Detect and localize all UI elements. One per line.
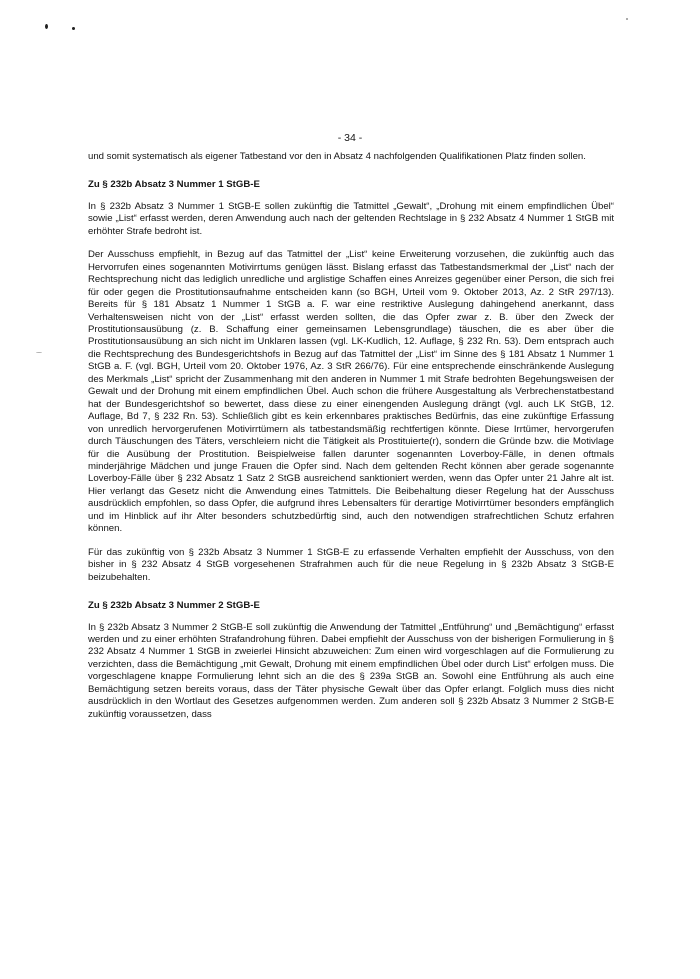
scan-speck (45, 24, 48, 29)
paragraph: und somit systematisch als eigener Tatbestand vor den in Absatz 4 nachfolgenden Qualifikationen Platz finden sollen. (88, 151, 586, 162)
scan-speck (72, 27, 75, 30)
paragraph: Der Ausschuss empfiehlt, in Bezug auf das Tatmittel der „List“ keine Erweiterung vorzusehen, die zukünftig auch das Hervorrufen eines sogenannten Motivirrtums genügen lässt. Bislang erfasst das Tatbestandsmerkmal der „List“ nach der Rechtsprechung nicht das lediglich unredliche und arglistige Schaffen eines Anreizes gegenüber einer Person, die sich frei für oder gegen die Prostitutionsaufnahme entscheiden kann (so BGH, Urteil vom 9. Oktober 2013, Az. 2 StR 297/13). Bereits für § 181 Absatz 1 Nummer 1 StGB a. F. war eine restriktive Auslegung dahingehend anerkannt, dass Verhaltensweisen nicht von der „List“ erfasst werden sollten, die das Opfer zwar z. B. über den Zweck der Prostitutionsausübung (z. B. Schaffung einer gemeinsamen Lebensgrundlage) täuschen, die es aber über die Prostitutionsausübung an sich nicht im Unklaren lassen (vgl. LK-Kudlich, 12. Auflage, § 232 Rn. 53). Dem entsprach auch die Rechtsprechung des Bundesgerichtshofs in Bezug auf das Tatmittel der „List“ im Sinne des § 181 Absatz 1 Nummer 1 StGB a. F. (vgl. BGH, Urteil vom 20. Oktober 1976, Az. 3 StR 266/76). Für eine entsprechende einschränkende Auslegung des Merkmals „List“ spricht der Zusammenhang mit den anderen in Nummer 1 mit Strafe bedrohten Begehungsweisen der Gewalt und der Drohung mit einem empfindlichen Übel. Auch schon die frühere Ausgestaltung als Verbrechenstatbestand hat der Bundesgerichtshof so bewertet, dass diese zu einer einengenden Auslegung drängt (vgl. auch LK StGB, 12. Auflage, Bd 7, § 232 Rn. 53). Schließlich gibt es kein erkennbares praktisches Bedürfnis, das eine zukünftige Erfassung von unredlich hervorgerufenen Motivirrtümern als tatbestandsmäßig rechtfertigen könnte. Diese Irrtümer, hervorgerufen durch Täuschungen des Täters, verschleiern nicht die Tätigkeit als Prostituierte(r), sondern die Gründe bzw. die Motivlage für die Ausübung der Prostitution. Beispielweise fallen darunter sogenannten Loverboy-Fälle, in denen oftmals minderjährige Mädchen und junge Frauen die Opfer sind. Nach dem geltenden Recht können aber gerade sogenannte Loverboy-Fälle über § 232 Absatz 1 Satz 2 StGB ausreichend sanktioniert werden, wenn das Opfer unter 21 Jahre alt ist. Hier verlangt das Gesetz nicht die Anwendung eines Tatmittels. Die Beibehaltung dieser Regelung hat der Ausschuss ausdrücklich empfohlen, so dass Opfer, die aufgrund ihres Lebensalters für derartige Motivirrtümer besonders empfänglich und im Hinblick auf ihr Alter besonders schutzbedürftig sind, auch den notwendigen strafrechtlichen Schutz erfahren können. (88, 249, 614, 535)
section-heading: Zu § 232b Absatz 3 Nummer 2 StGB-E (88, 600, 260, 612)
paragraph: In § 232b Absatz 3 Nummer 2 StGB-E soll zukünftig die Anwendung der Tatmittel „Entführung“ und „Bemächtigung“ erfasst werden und zu einer erhöhten Strafandrohung führen. Dabei empfiehlt der Ausschuss von der bisherigen Formulierung in § 232 Absatz 4 Nummer 1 StGB in zweierlei Hinsicht abzuweichen: Zum einen wird vorgeschlagen auf die Formulierung zu verzichten, dass die Bemächtigung „mit Gewalt, Drohung mit einem empfindlichen Übel oder durch List“ erfolgen muss. Die vorgeschlagene knappe Formulierung lehnt sich an die des § 239a StGB an. Sowohl eine Entführung als auch eine Bemächtigung setzen bereits voraus, dass der Täter physische Gewalt über das Opfer erlangt. Folglich muss dies nicht ausdrücklich in den Wortlaut des Gesetzes aufgenommen werden. Zum anderen soll § 232b Absatz 3 Nummer 2 StGB-E zukünftig voraussetzen, dass (88, 621, 614, 720)
section-heading: Zu § 232b Absatz 3 Nummer 1 StGB-E (88, 179, 260, 191)
document-body (88, 151, 614, 732)
paragraph: In § 232b Absatz 3 Nummer 1 StGB-E sollen zukünftig die Tatmittel „Gewalt“, „Drohung mit einem empfindlichen Übel“ sowie „List“ erfasst werden, deren Anwendung auch nach der geltenden Rechtslage in § 232 Absatz 4 Nummer 1 StGB mit erhöhter Strafe bedroht ist. (88, 200, 614, 237)
scan-speck (36, 352, 42, 353)
scan-speck (626, 18, 628, 20)
page-number: - 34 - (337, 132, 363, 144)
paragraph: Für das zukünftig von § 232b Absatz 3 Nummer 1 StGB-E zu erfassende Verhalten empfiehlt der Ausschuss, von den bisher in § 232 Absatz 4 StGB vorgesehenen Strafrahmen auch für die neue Regelung in § 232b Absatz 3 StGB-E beizubehalten. (88, 546, 614, 583)
